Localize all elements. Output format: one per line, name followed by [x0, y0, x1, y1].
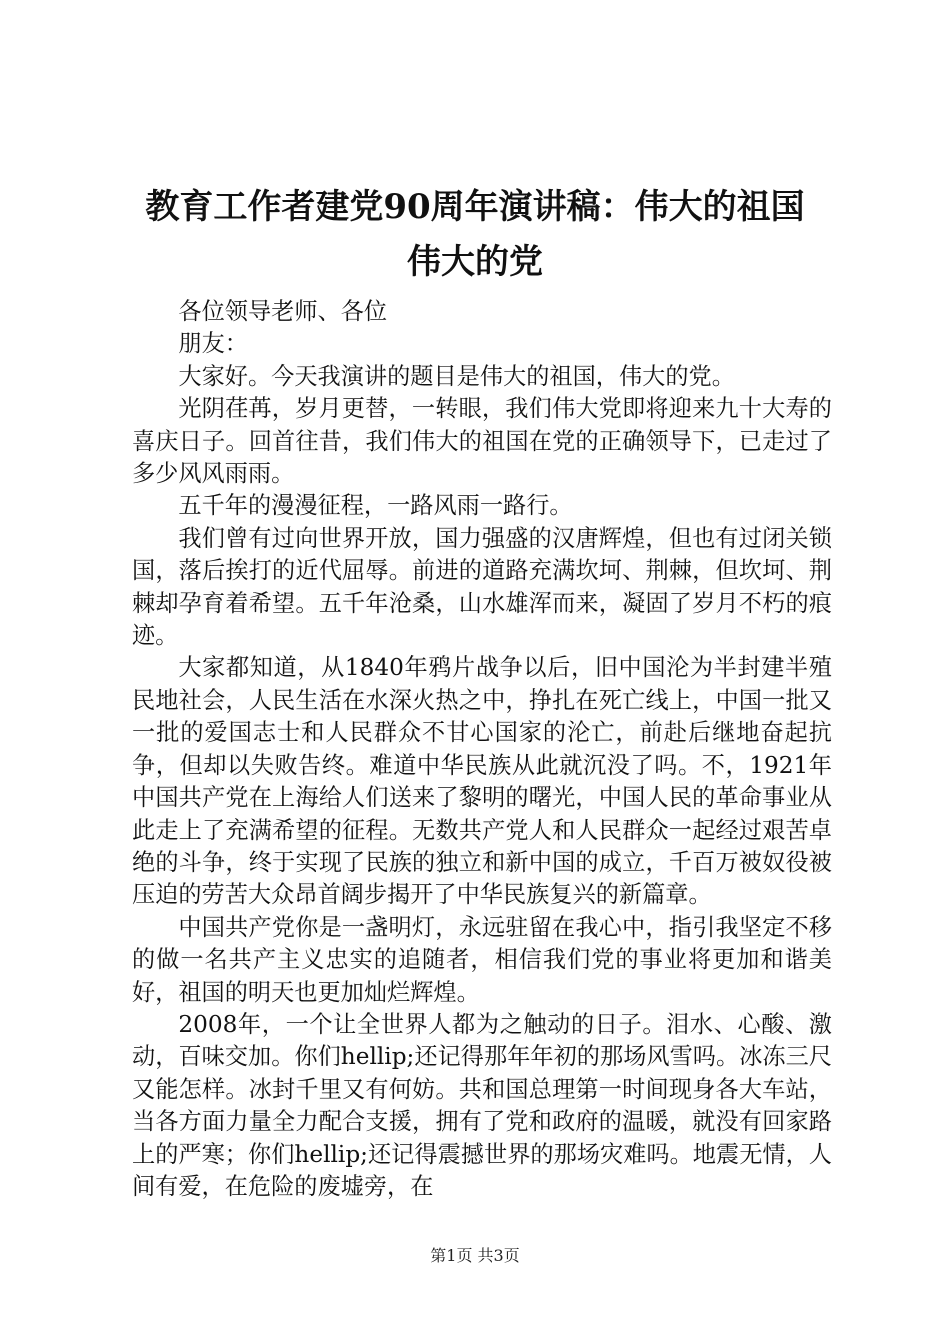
paragraph-salutation-2: 朋友：	[178, 330, 248, 358]
document-body	[132, 296, 832, 1203]
paragraph: 2008年，一个让全世界人都为之触动的日子。泪水、心酸、激动，百味交加。你们hellip;还记得那年年初的那场风雪吗。冰冻三尺又能怎样。冰封千里又有何妨。共和国总理第一时间现身各大车站，当各方面力量全力配合支援，拥有了党和政府的温暖，就没有回家路上的严寒；你们hellip;还记得震撼世界的那场灾难吗。地震无情，人间有爱，在危险的废墟旁，在	[132, 1010, 832, 1200]
paragraph: 中国共产党你是一盏明灯，永远驻留在我心中，指引我坚定不移的做一名共产主义忠实的追随者，相信我们党的事业将更加和谐美好，祖国的明天也更加灿烂辉煌。	[132, 913, 832, 1006]
paragraph: 我们曾有过向世界开放，国力强盛的汉唐辉煌，但也有过闭关锁国，落后挨打的近代屈辱。前进的道路充满坎坷、荆棘，但坎坷、荆棘却孕育着希望。五千年沧桑，山水雄浑而来，凝固了岁月不朽的痕迹。	[132, 524, 832, 650]
title-line-1: 教育工作者建党90周年演讲稿：伟大的祖国	[145, 187, 805, 227]
paragraph: 光阴荏苒，岁月更替，一转眼，我们伟大党即将迎来九十大寿的喜庆日子。回首往昔，我们伟大的祖国在党的正确领导下，已走过了多少风风雨雨。	[132, 395, 832, 488]
paragraph: 大家好。今天我演讲的题目是伟大的祖国，伟大的党。	[178, 362, 735, 390]
title-line-2: 伟大的党	[407, 242, 543, 282]
paragraph-salutation-1: 各位领导老师、各位	[178, 298, 388, 325]
paragraph: 大家都知道，从1840年鸦片战争以后，旧中国沦为半封建半殖民地社会，人民生活在水深火热之中，挣扎在死亡线上，中国一批又一批的爱国志士和人民群众不甘心国家的沦亡，前赴后继地奋起抗争，但却以失败告终。难道中华民族从此就沉没了吗。不，1921年中国共产党在上海给人们送来了黎明的曙光，中国人民的革命事业从此走上了充满希望的征程。无数共产党人和人民群众一起经过艰苦卓绝的斗争，终于实现了民族的独立和新中国的成立，千百万被奴役被压迫的劳苦大众昂首阔步揭开了中华民族复兴的新篇章。	[132, 654, 832, 909]
page-footer: 第1页 共3页	[430, 1246, 520, 1265]
document-title	[100, 180, 850, 290]
paragraph: 五千年的漫漫征程，一路风雨一路行。	[178, 492, 573, 520]
